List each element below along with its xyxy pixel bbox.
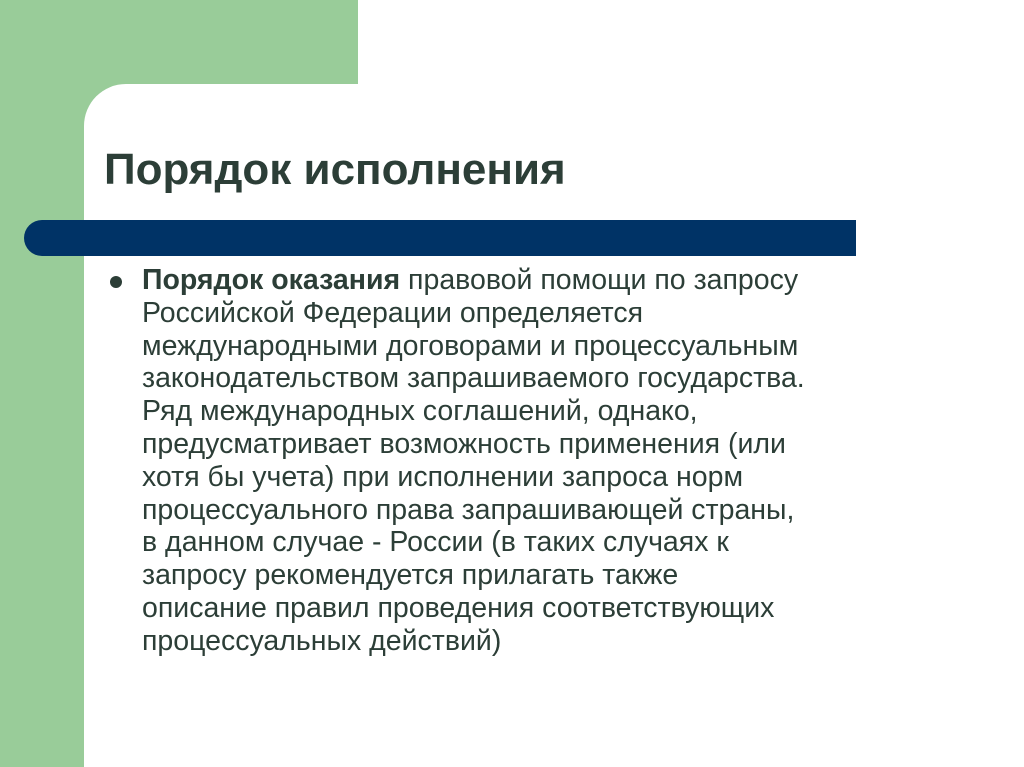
bullet-first-line-rest: правовой помощи по запросу [400, 264, 799, 296]
bullet-line: Ряд международных соглашений, однако, [142, 395, 698, 428]
bullet-line: запросу рекомендуется прилагать также [142, 559, 679, 592]
bullet-line: Российской Федерации определяется [142, 296, 644, 329]
bullet-line: описание правил проведения соответствующих [142, 591, 775, 624]
bullet-icon [110, 276, 122, 288]
bullet-line: процессуальных действий) [142, 624, 502, 657]
bullet-line: в данном случае - России (в таких случаях к [142, 526, 729, 559]
bullet-line [142, 264, 942, 297]
bullet-line: предусматривает возможность применения (или [142, 427, 786, 460]
bullet-line: процессуального права запрашивающей страны, [142, 493, 795, 526]
bullet-bold-lead: Порядок оказания [142, 264, 401, 296]
title-underline-bar [24, 220, 856, 256]
bullet-line: хотя бы учета) при исполнении запроса норм [142, 460, 744, 493]
bullet-paragraph [142, 264, 942, 658]
bullet-line: законодательством запрашиваемого государства. [142, 362, 805, 395]
slide-title: Порядок исполнения [104, 145, 566, 194]
bullet-line: международными договорами и процессуальным [142, 329, 799, 362]
